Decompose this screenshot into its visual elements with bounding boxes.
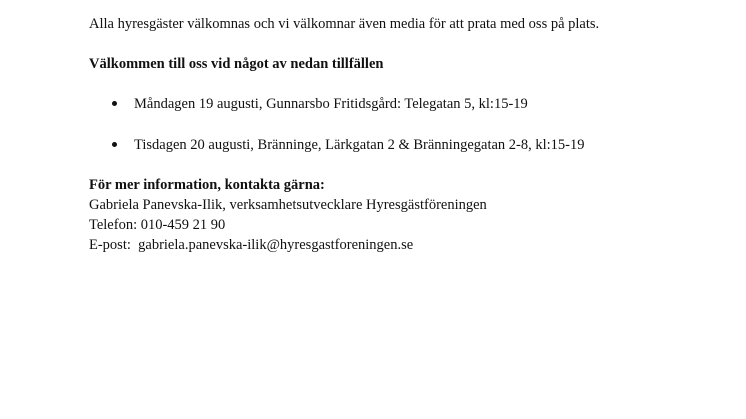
list-item (89, 94, 729, 114)
contact-title: För mer information, kontakta gärna: (89, 177, 325, 193)
event-text: Måndagen 19 augusti, Gunnarsbo Fritidsgård: Telegatan 5, kl:15-19 (134, 96, 528, 112)
bullet-icon (112, 142, 117, 147)
events-list (89, 94, 729, 155)
contact-name: Gabriela Panevska-Ilik, verksamhetsutvecklare Hyresgästföreningen (89, 197, 487, 213)
contact-block (89, 175, 729, 255)
contact-phone: Telefon: 010-459 21 90 (89, 217, 226, 233)
list-item (89, 135, 729, 155)
intro-paragraph: Alla hyresgäster välkomnas och vi välkomnar även media för att prata med oss på plats. (89, 16, 600, 32)
document-page (89, 14, 729, 255)
bullet-icon (112, 101, 117, 106)
event-text: Tisdagen 20 augusti, Bränninge, Lärkgatan 2 & Bränningegatan 2-8, kl:15-19 (134, 137, 585, 153)
events-heading: Välkommen till oss vid något av nedan tillfällen (89, 56, 384, 72)
contact-email: E-post: gabriela.panevska-ilik@hyresgastforeningen.se (89, 237, 414, 253)
